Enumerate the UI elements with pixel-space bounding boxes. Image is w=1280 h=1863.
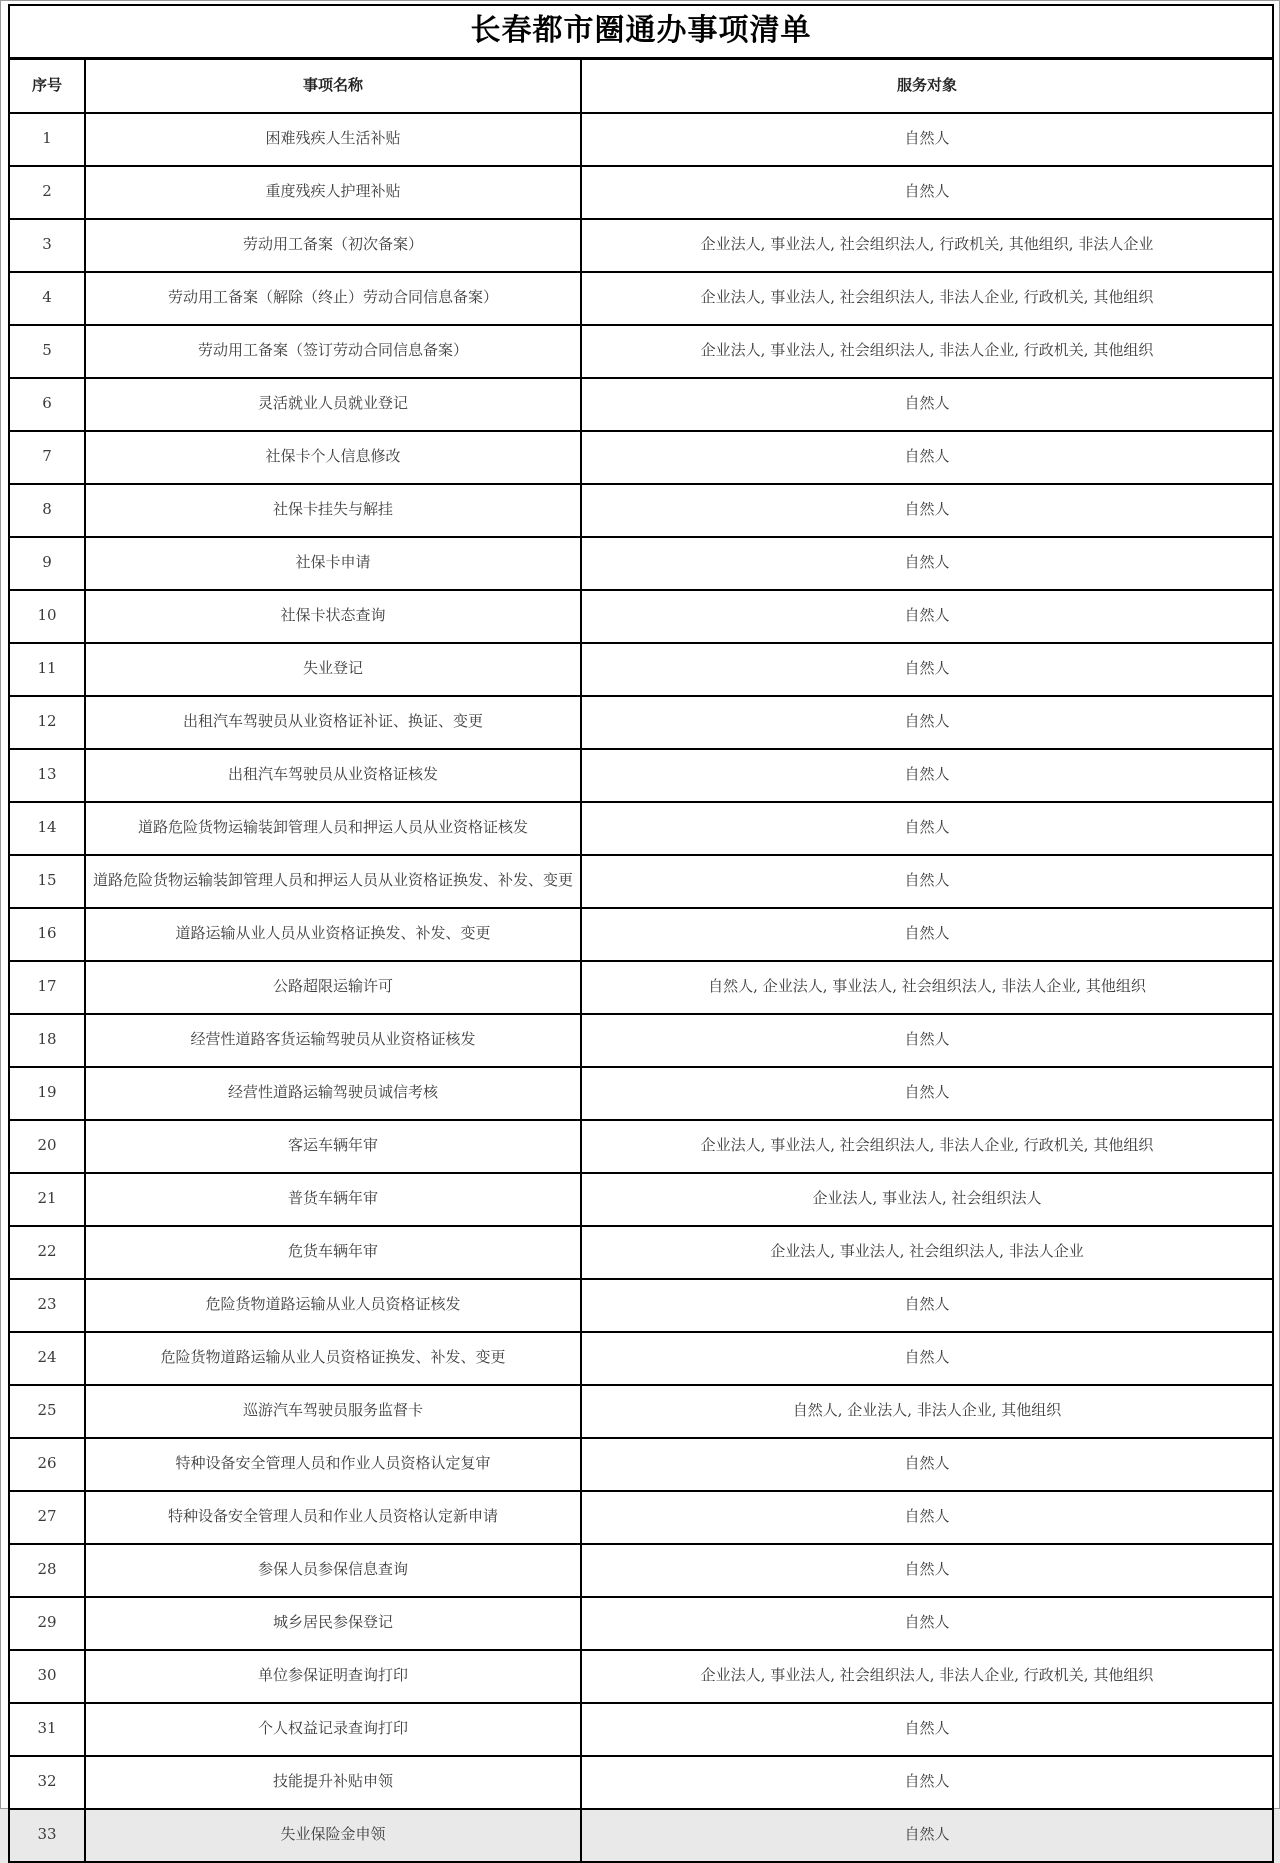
table-row	[9, 1650, 1273, 1703]
col-header-service-target: 服务对象	[581, 58, 1273, 113]
service-target-cell: 企业法人, 事业法人, 社会组织法人	[581, 1173, 1273, 1226]
service-target-cell: 自然人	[581, 1491, 1273, 1544]
item-name-cell: 危货车辆年审	[85, 1226, 581, 1279]
row-index-cell: 20	[9, 1120, 85, 1173]
service-target-cell: 自然人	[581, 1279, 1273, 1332]
title-row	[9, 5, 1273, 58]
service-target-cell: 自然人, 企业法人, 非法人企业, 其他组织	[581, 1385, 1273, 1438]
item-name-cell: 公路超限运输许可	[85, 961, 581, 1014]
service-target-cell: 自然人	[581, 113, 1273, 166]
service-target-cell: 自然人	[581, 1438, 1273, 1491]
row-index-cell: 21	[9, 1173, 85, 1226]
table-row	[9, 1173, 1273, 1226]
row-index-cell: 24	[9, 1332, 85, 1385]
row-index-cell: 16	[9, 908, 85, 961]
item-name-cell: 经营性道路客货运输驾驶员从业资格证核发	[85, 1014, 581, 1067]
service-target-cell: 自然人	[581, 590, 1273, 643]
table-row	[9, 1385, 1273, 1438]
table-row	[9, 113, 1273, 166]
service-target-cell: 企业法人, 事业法人, 社会组织法人, 非法人企业, 行政机关, 其他组织	[581, 325, 1273, 378]
item-name-cell: 社保卡申请	[85, 537, 581, 590]
table-row	[9, 325, 1273, 378]
row-index-cell: 5	[9, 325, 85, 378]
row-index-cell: 13	[9, 749, 85, 802]
item-name-cell: 普货车辆年审	[85, 1173, 581, 1226]
table-row	[9, 1332, 1273, 1385]
table-row	[9, 590, 1273, 643]
item-name-cell: 个人权益记录查询打印	[85, 1703, 581, 1756]
table-row	[9, 1279, 1273, 1332]
row-index-cell: 31	[9, 1703, 85, 1756]
service-target-cell: 企业法人, 事业法人, 社会组织法人, 非法人企业, 行政机关, 其他组织	[581, 1650, 1273, 1703]
item-name-cell: 劳动用工备案（初次备案）	[85, 219, 581, 272]
item-name-cell: 重度残疾人护理补贴	[85, 166, 581, 219]
service-target-cell: 自然人	[581, 1703, 1273, 1756]
table-row	[9, 1067, 1273, 1120]
row-index-cell: 29	[9, 1597, 85, 1650]
item-name-cell: 社保卡挂失与解挂	[85, 484, 581, 537]
table-row	[9, 908, 1273, 961]
row-index-cell: 33	[9, 1809, 85, 1862]
item-name-cell: 单位参保证明查询打印	[85, 1650, 581, 1703]
service-target-cell: 自然人	[581, 749, 1273, 802]
row-index-cell: 19	[9, 1067, 85, 1120]
row-index-cell: 23	[9, 1279, 85, 1332]
service-target-cell: 自然人	[581, 1544, 1273, 1597]
service-target-cell: 自然人	[581, 1597, 1273, 1650]
table-row	[9, 1226, 1273, 1279]
col-header-item-name: 事项名称	[85, 58, 581, 113]
service-target-cell: 自然人	[581, 378, 1273, 431]
row-index-cell: 28	[9, 1544, 85, 1597]
page-title: 长春都市圈通办事项清单	[9, 5, 1273, 58]
table-row	[9, 272, 1273, 325]
table-row	[9, 1120, 1273, 1173]
service-target-cell: 自然人	[581, 166, 1273, 219]
service-target-cell: 自然人	[581, 484, 1273, 537]
item-name-cell: 道路危险货物运输装卸管理人员和押运人员从业资格证换发、补发、变更	[85, 855, 581, 908]
service-target-cell: 企业法人, 事业法人, 社会组织法人, 非法人企业	[581, 1226, 1273, 1279]
item-name-cell: 特种设备安全管理人员和作业人员资格认定新申请	[85, 1491, 581, 1544]
row-index-cell: 2	[9, 166, 85, 219]
service-target-cell: 自然人, 企业法人, 事业法人, 社会组织法人, 非法人企业, 其他组织	[581, 961, 1273, 1014]
row-index-cell: 30	[9, 1650, 85, 1703]
service-target-cell: 企业法人, 事业法人, 社会组织法人, 行政机关, 其他组织, 非法人企业	[581, 219, 1273, 272]
service-target-cell: 自然人	[581, 537, 1273, 590]
service-target-cell: 企业法人, 事业法人, 社会组织法人, 非法人企业, 行政机关, 其他组织	[581, 1120, 1273, 1173]
item-name-cell: 危险货物道路运输从业人员资格证核发	[85, 1279, 581, 1332]
item-name-cell: 经营性道路运输驾驶员诚信考核	[85, 1067, 581, 1120]
item-name-cell: 劳动用工备案（解除（终止）劳动合同信息备案）	[85, 272, 581, 325]
service-target-cell: 自然人	[581, 1756, 1273, 1809]
service-target-cell: 自然人	[581, 431, 1273, 484]
row-index-cell: 11	[9, 643, 85, 696]
row-index-cell: 10	[9, 590, 85, 643]
row-index-cell: 25	[9, 1385, 85, 1438]
item-name-cell: 困难残疾人生活补贴	[85, 113, 581, 166]
row-index-cell: 7	[9, 431, 85, 484]
row-index-cell: 27	[9, 1491, 85, 1544]
service-target-cell: 自然人	[581, 1067, 1273, 1120]
table-row	[9, 643, 1273, 696]
table-row	[9, 961, 1273, 1014]
table-row	[9, 1438, 1273, 1491]
table-row	[9, 219, 1273, 272]
row-index-cell: 6	[9, 378, 85, 431]
item-name-cell: 特种设备安全管理人员和作业人员资格认定复审	[85, 1438, 581, 1491]
table-row	[9, 1544, 1273, 1597]
service-target-cell: 自然人	[581, 802, 1273, 855]
item-name-cell: 出租汽车驾驶员从业资格证核发	[85, 749, 581, 802]
table-row	[9, 537, 1273, 590]
service-target-cell: 自然人	[581, 696, 1273, 749]
item-name-cell: 灵活就业人员就业登记	[85, 378, 581, 431]
item-name-cell: 道路运输从业人员从业资格证换发、补发、变更	[85, 908, 581, 961]
service-target-cell: 自然人	[581, 1332, 1273, 1385]
item-name-cell: 失业保险金申领	[85, 1809, 581, 1862]
item-name-cell: 危险货物道路运输从业人员资格证换发、补发、变更	[85, 1332, 581, 1385]
table-row	[9, 696, 1273, 749]
table-body	[9, 113, 1273, 1862]
row-index-cell: 17	[9, 961, 85, 1014]
row-index-cell: 26	[9, 1438, 85, 1491]
table-row	[9, 802, 1273, 855]
item-name-cell: 客运车辆年审	[85, 1120, 581, 1173]
item-name-cell: 城乡居民参保登记	[85, 1597, 581, 1650]
table-row	[9, 1597, 1273, 1650]
table-row	[9, 166, 1273, 219]
table-row	[9, 749, 1273, 802]
service-items-table	[8, 4, 1274, 1863]
table-row	[9, 1703, 1273, 1756]
service-target-cell: 自然人	[581, 1809, 1273, 1862]
table-row	[9, 1756, 1273, 1809]
row-index-cell: 8	[9, 484, 85, 537]
service-target-cell: 企业法人, 事业法人, 社会组织法人, 非法人企业, 行政机关, 其他组织	[581, 272, 1273, 325]
service-target-cell: 自然人	[581, 643, 1273, 696]
row-index-cell: 18	[9, 1014, 85, 1067]
table-row	[9, 484, 1273, 537]
row-index-cell: 1	[9, 113, 85, 166]
item-name-cell: 社保卡状态查询	[85, 590, 581, 643]
col-header-index: 序号	[9, 58, 85, 113]
table-row	[9, 1491, 1273, 1544]
service-target-cell: 自然人	[581, 855, 1273, 908]
item-name-cell: 出租汽车驾驶员从业资格证补证、换证、变更	[85, 696, 581, 749]
item-name-cell: 巡游汽车驾驶员服务监督卡	[85, 1385, 581, 1438]
row-index-cell: 14	[9, 802, 85, 855]
row-index-cell: 32	[9, 1756, 85, 1809]
row-index-cell: 12	[9, 696, 85, 749]
table-row	[9, 431, 1273, 484]
table-row	[9, 1809, 1273, 1862]
table-row	[9, 855, 1273, 908]
item-name-cell: 道路危险货物运输装卸管理人员和押运人员从业资格证核发	[85, 802, 581, 855]
row-index-cell: 3	[9, 219, 85, 272]
item-name-cell: 社保卡个人信息修改	[85, 431, 581, 484]
item-name-cell: 参保人员参保信息查询	[85, 1544, 581, 1597]
item-name-cell: 劳动用工备案（签订劳动合同信息备案）	[85, 325, 581, 378]
item-name-cell: 失业登记	[85, 643, 581, 696]
service-target-cell: 自然人	[581, 1014, 1273, 1067]
column-header-row	[9, 58, 1273, 113]
row-index-cell: 9	[9, 537, 85, 590]
row-index-cell: 4	[9, 272, 85, 325]
service-target-cell: 自然人	[581, 908, 1273, 961]
row-index-cell: 22	[9, 1226, 85, 1279]
row-index-cell: 15	[9, 855, 85, 908]
table-row	[9, 378, 1273, 431]
item-name-cell: 技能提升补贴申领	[85, 1756, 581, 1809]
table-row	[9, 1014, 1273, 1067]
